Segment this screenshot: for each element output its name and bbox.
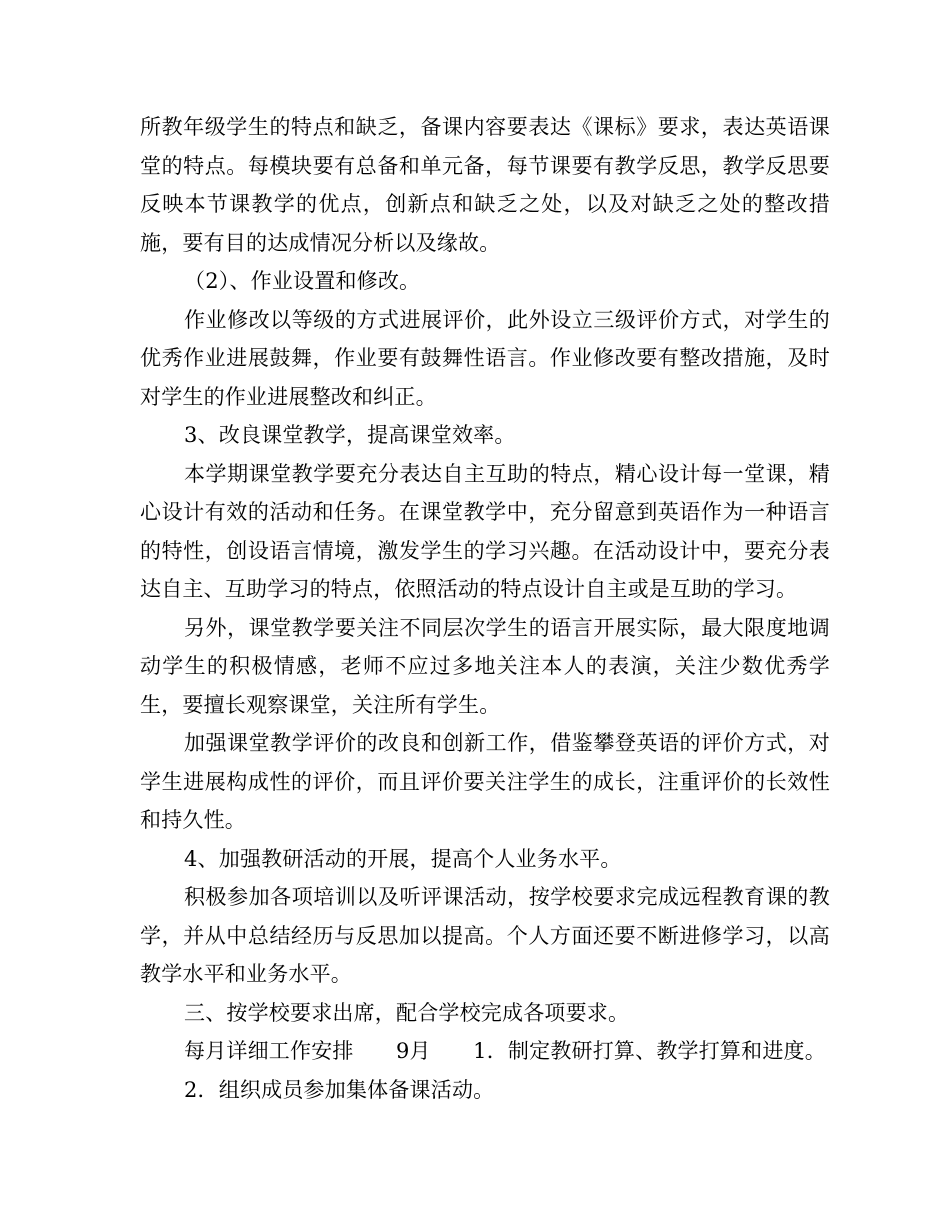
paragraph: 三、按学校要求出席，配合学校完成各项要求。 [184, 1000, 630, 1025]
paragraph: 每月详细工作安排 9月 1．制定教研打算、教学打算和进度。 [184, 1039, 826, 1063]
paragraph: 本学期课堂教学要充分表达自主互助的特点，精心设计每一堂课，精心设计有效的活动和任务。在课堂教学中，充分留意到英语作为一种语言的特性，创设语言情境，激发学生的学习兴趣。在活动设计中，要充分表达自主、互助学习的特点，依照活动的特点设计自主或是互助的学习。 [140, 461, 830, 601]
paragraph: 积极参加各项培训以及听评课活动，按学校要求完成远程教育课的教学，并从中总结经历与反思加以提高。个人方面还要不断进修学习，以高教学水平和业务水平。 [140, 885, 830, 986]
document-page [140, 108, 830, 1109]
paragraph: 3、改良课堂教学，提高课堂效率。 [184, 423, 516, 447]
paragraph: 2．组织成员参加集体备课活动。 [184, 1077, 495, 1102]
paragraph: （2）、作业设置和修改。 [184, 269, 421, 293]
paragraph: 加强课堂教学评价的改良和创新工作，借鉴攀登英语的评价方式，对学生进展构成性的评价，而且评价要关注学生的成长，注重评价的长效性和持久性。 [140, 731, 830, 832]
paragraph: 另外，课堂教学要关注不同层次学生的语言开展实际，最大限度地调动学生的积极情感，老师不应过多地关注本人的表演，关注少数优秀学生，要擅长观察课堂，关注所有学生。 [140, 615, 830, 717]
paragraph: 作业修改以等级的方式进展评价，此外设立三级评价方式，对学生的优秀作业进展鼓舞，作业要有鼓舞性语言。作业修改要有整改措施，及时对学生的作业进展整改和纠正。 [140, 307, 830, 409]
paragraph: 所教年级学生的特点和缺乏，备课内容要表达《课标》要求，表达英语课堂的特点。每模块要有总备和单元备，每节课要有教学反思，教学反思要反映本节课教学的优点，创新点和缺乏之处，以及对缺乏之处的整改措施，要有目的达成情况分析以及缘故。 [140, 115, 830, 255]
paragraph: 4、加强教研活动的开展，提高个人业务水平。 [184, 846, 622, 871]
